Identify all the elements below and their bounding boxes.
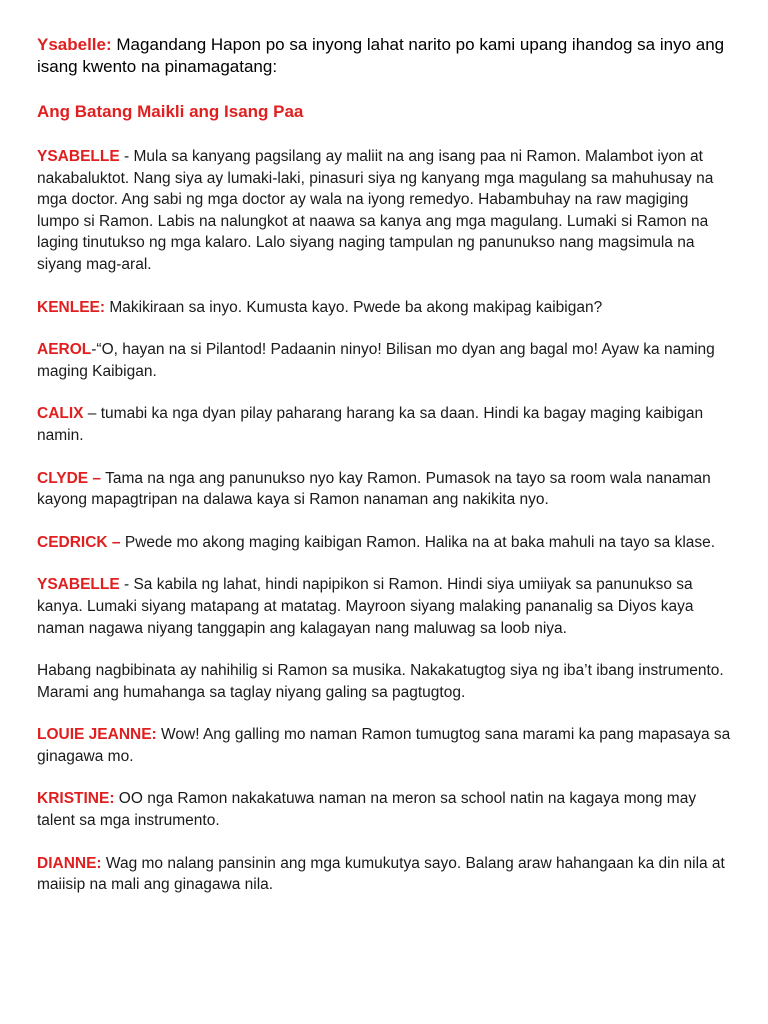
- speaker-name: AEROL: [37, 341, 92, 359]
- dialogue-text: - Mula sa kanyang pagsilang ay maliit na ang isang paa ni Ramon. Malambot iyon at nakabaluktot. Nang siya ay lumaki-laki, pinasuri siya ng kanyang mga magulang sa mahuhusay na mga doctor. Ang sabi ng mga doctor ay wala na iyong remedyo. Habambuhay na raw magiging lumpo si Ramon. Labis na nalungkot at naawa sa kanya ang mga magulang. Lumaki si Ramon na laging tinutukso ng mga kalaro. Lalo siyang naging tampulan ng panunukso nang magsimula na siyang mag-aral.: [37, 148, 714, 273]
- dialogue-paragraph: [37, 146, 733, 276]
- dialogue-paragraph: [37, 339, 733, 382]
- speaker-name: CEDRICK –: [37, 533, 121, 551]
- dialogue-paragraph: [37, 853, 733, 896]
- dialogue-paragraph: [37, 532, 733, 554]
- dialogue-text: Wag mo nalang pansinin ang mga kumukutya sayo. Balang araw hahangaan ka din nila at maiisip na mali ang ginagawa nila.: [37, 854, 725, 894]
- narration-paragraph: [37, 660, 733, 703]
- dialogue-text: – tumabi ka nga dyan pilay paharang harang ka sa daan. Hindi ka bagay maging kaibigan namin.: [37, 405, 704, 444]
- speaker-name: DIANNE:: [37, 854, 102, 872]
- dialogue-text: Wow! Ang galling mo naman Ramon tumugtog sana marami ka pang mapasaya sa ginagawa mo.: [37, 726, 731, 765]
- speaker-name: CLYDE –: [37, 469, 102, 487]
- dialogue-text: OO nga Ramon nakakatuwa naman na meron sa school natin na kagaya mong may talent sa mga instrumento.: [37, 790, 697, 830]
- dialogue-paragraph: [37, 403, 733, 446]
- dialogue-text: -“O, hayan na si Pilantod! Padaanin ninyo! Bilisan mo dyan ang bagal mo! Ayaw ka naming maging Kaibigan.: [37, 341, 715, 380]
- dialogue-paragraph: [37, 468, 733, 511]
- speaker-name: Ysabelle:: [37, 35, 112, 54]
- speaker-name: YSABELLE: [37, 148, 120, 165]
- document-page: [37, 34, 733, 917]
- dialogue-paragraph: [37, 724, 733, 767]
- speaker-name: LOUIE JEANNE:: [37, 726, 157, 744]
- speaker-name: CALIX: [37, 405, 84, 423]
- dialogue-paragraph: [37, 574, 733, 639]
- story-title: [37, 101, 733, 123]
- dialogue-text: Pwede mo akong maging kaibigan Ramon. Halika na at baka mahuli na tayo sa klase.: [120, 533, 716, 551]
- dialogue-paragraph: [37, 788, 733, 831]
- speaker-name: KENLEE:: [37, 298, 106, 316]
- dialogue-text: Makikiraan sa inyo. Kumusta kayo. Pwede ba akong makipag kaibigan?: [105, 298, 603, 316]
- narration-text: Habang nagbibinata ay nahihilig si Ramon sa musika. Nakakatugtog siya ng iba’t ibang instrumento. Marami ang humahanga sa taglay niyang galing sa pagtugtog.: [37, 662, 724, 701]
- speaker-name: KRISTINE:: [37, 790, 115, 808]
- dialogue-text: Magandang Hapon po sa inyong lahat narito po kami upang ihandog sa inyo ang isang kwento na pinamagatang:: [37, 35, 725, 76]
- dialogue-paragraph: [37, 297, 733, 319]
- dialogue-text: Tama na nga ang panunukso nyo kay Ramon. Pumasok na tayo sa room wala nanaman kayong mapagtripan na dalawa kaya si Ramon nanaman ang nakikita nyo.: [37, 469, 711, 509]
- speaker-name: YSABELLE: [37, 576, 120, 594]
- intro-paragraph: [37, 34, 733, 78]
- dialogue-text: - Sa kabila ng lahat, hindi napipikon si Ramon. Hindi siya umiiyak sa panunukso sa kanya. Lumaki siyang matapang at matatag. Mayroon siyang malaking pananalig sa Diyos kaya naman nagawa niyang tanggapin ang kalagayan nang maluwag sa loob niya.: [37, 576, 694, 637]
- story-title-text: Ang Batang Maikli ang Isang Paa: [37, 102, 304, 121]
